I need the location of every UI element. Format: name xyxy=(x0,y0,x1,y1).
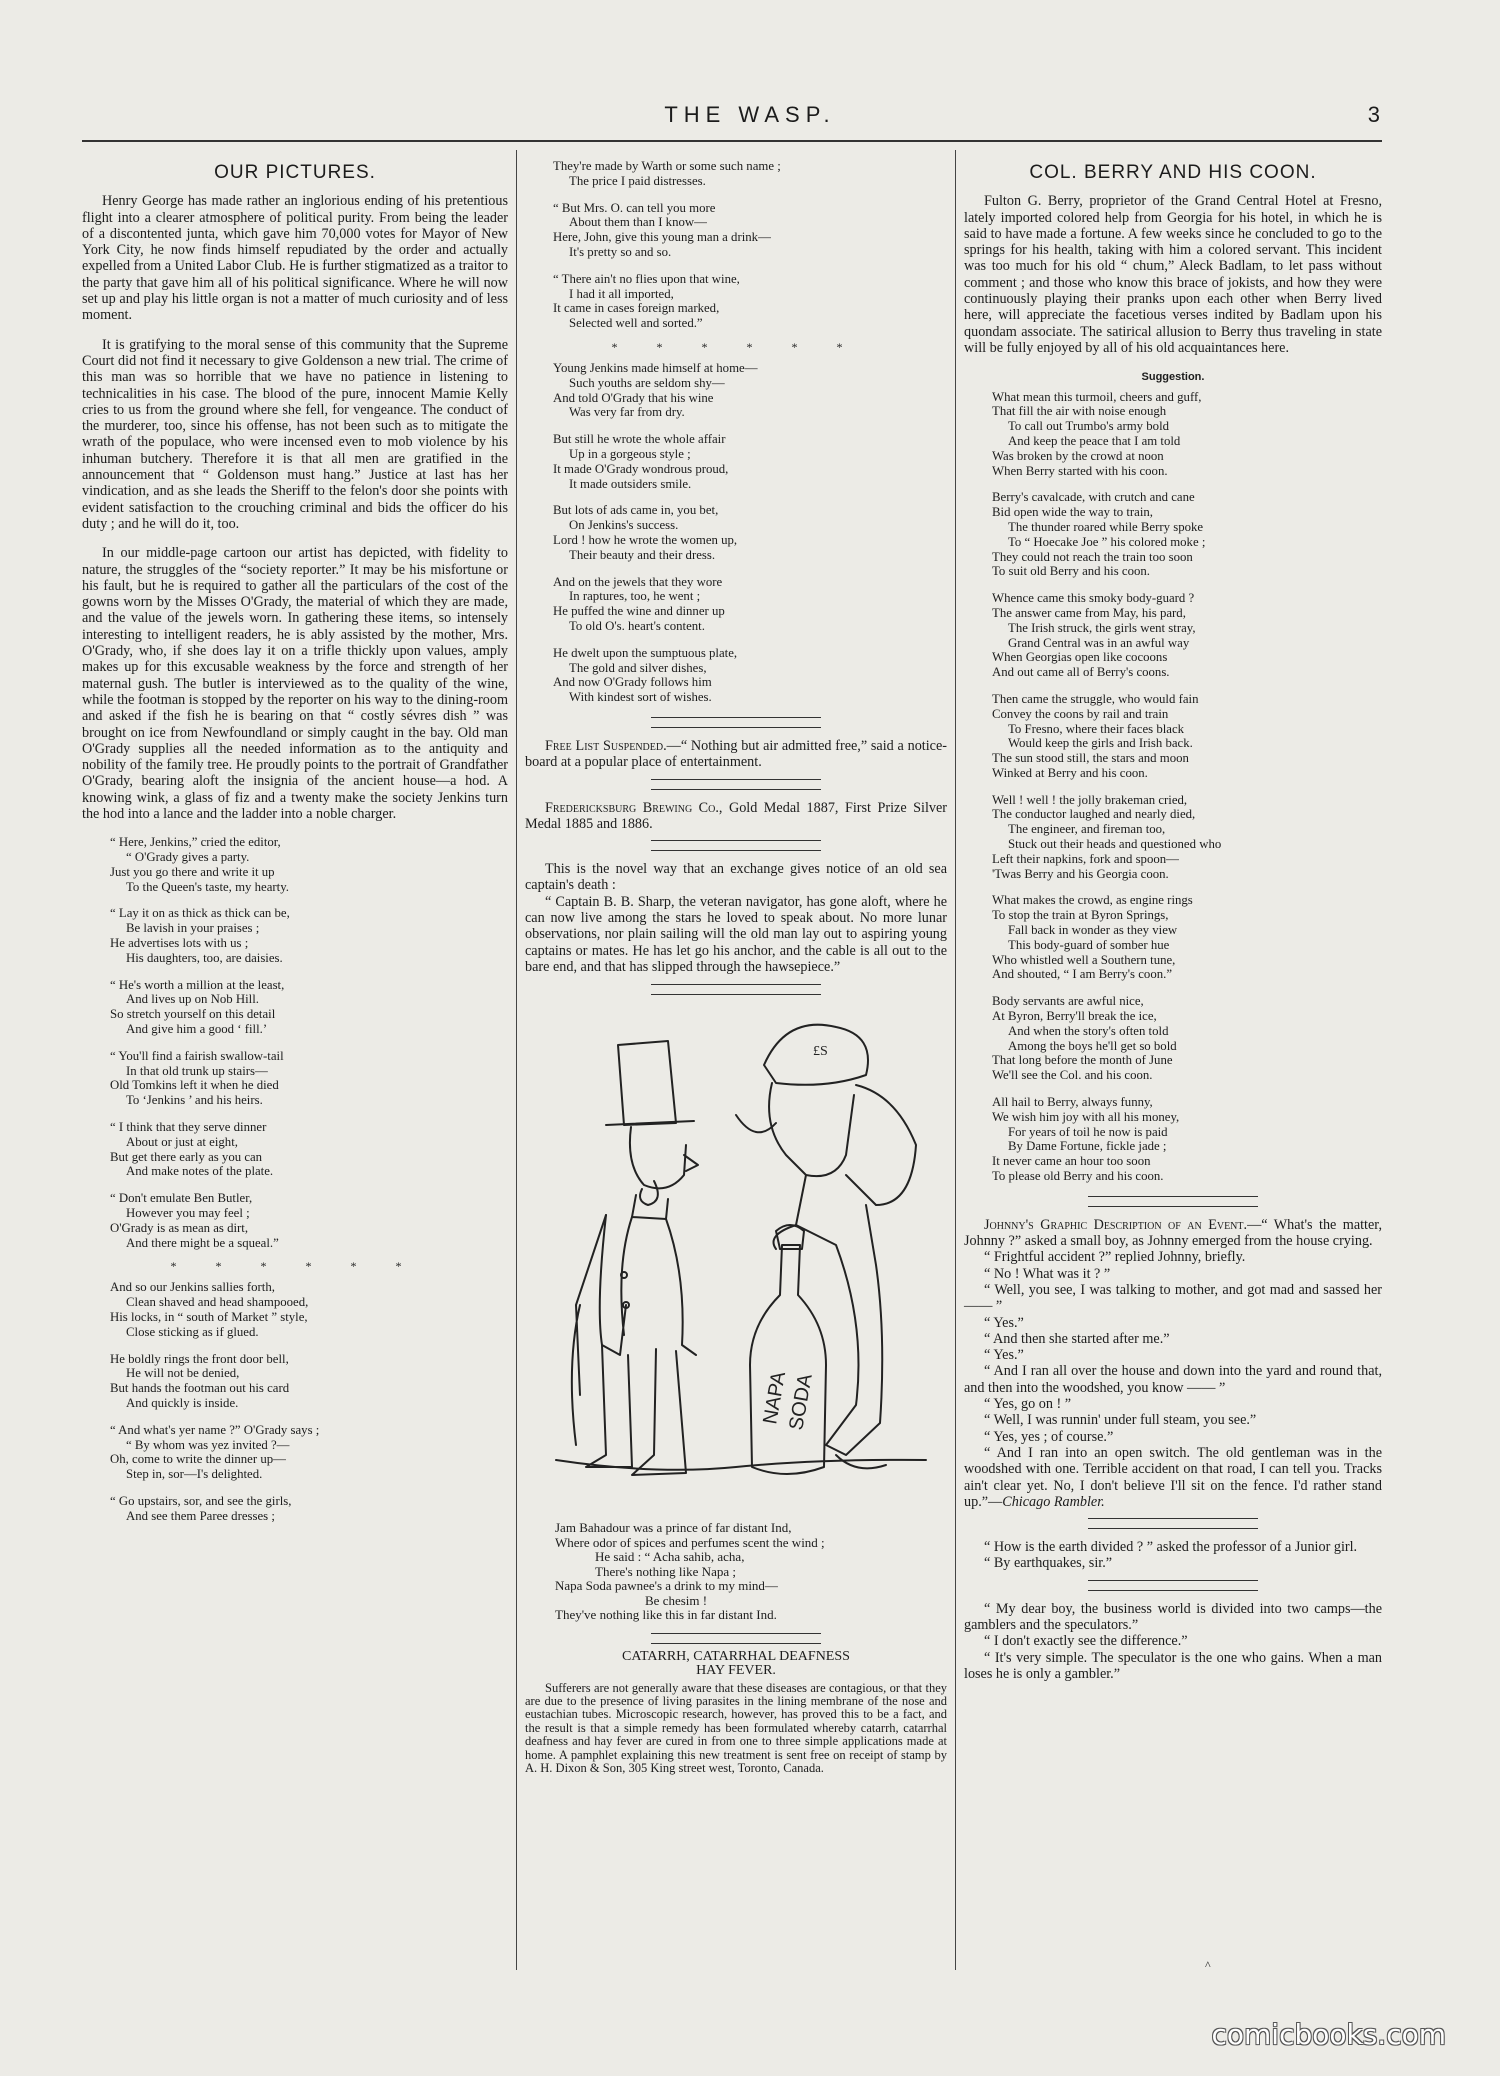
paragraph: Fulton G. Berry, proprietor of the Grand Central Hotel at Fresno, lately imported colored help from Georgia for his hotel, in which he is said to have made a fortune. A few weeks since he concluded to go to the springs for his health, taking with him a colored servant. This incident was too much for his old “ chum,” Aleck Badlam, to let pass without comment ; and those who know this brace of jokists, and how they were continuously playing their pranks upon each other when Berry lived here, will appreciate the facetious verses indited by Badlam upon his quondam associate. The satirical allusion to Berry thus traveling in state will be fully enjoyed by all of his old acquaintances here. xyxy=(964,193,1382,356)
paragraph: “ By earthquakes, sir.” xyxy=(984,1555,1113,1572)
verse-line: And lives up on Nob Hill. xyxy=(126,992,259,1007)
verse-line: The conductor laughed and nearly died, xyxy=(992,807,1196,822)
verse-line: Stuck out their heads and questioned who xyxy=(1008,837,1222,852)
verse-line: I had it all imported, xyxy=(569,286,674,301)
verse-line: Body servants are awful nice, xyxy=(992,994,1144,1009)
caption-line: There's nothing like Napa ; xyxy=(595,1563,736,1579)
verse-line: It made O'Grady wondrous proud, xyxy=(553,461,729,476)
verse-line: Clean shaved and head shampooed, xyxy=(126,1295,309,1310)
stanza xyxy=(992,490,1382,579)
stanza xyxy=(992,390,1382,479)
verse-line: They could not reach the train too soon xyxy=(992,549,1193,564)
napa-soda-cartoon xyxy=(536,1005,936,1515)
verse-line: With kindest sort of wishes. xyxy=(569,690,712,705)
verse-line: That fill the air with noise enough xyxy=(992,404,1167,419)
paragraph: “ I don't exactly see the difference.” xyxy=(984,1633,1188,1650)
verse-line: In that old trunk up stairs— xyxy=(126,1063,268,1078)
page-number: 3 xyxy=(1367,102,1380,127)
paragraph: “ Yes, go on ! ” xyxy=(984,1396,1072,1413)
verse-line: To the Queen's taste, my hearty. xyxy=(126,879,289,894)
column-divider xyxy=(955,150,956,1970)
verse-line: Be lavish in your praises ; xyxy=(126,921,260,936)
stanza xyxy=(553,503,947,562)
double-rule xyxy=(651,1633,821,1644)
verse-line: But still he wrote the whole affair xyxy=(553,432,726,447)
verse-line: And see them Paree dresses ; xyxy=(126,1508,275,1523)
verse-line: But hands the footman out his card xyxy=(110,1381,290,1396)
verse-line: He boldly rings the front door bell, xyxy=(110,1351,289,1366)
verse-line: Grand Central was in an awful way xyxy=(1008,635,1190,650)
paragraph: “ My dear boy, the business world is divided into two camps—the gamblers and the speculators.” xyxy=(964,1600,1382,1634)
verse-line: The thunder roared while Berry spoke xyxy=(1008,519,1204,534)
verse-line: He advertises lots with us ; xyxy=(110,936,249,951)
verse-line: Was broken by the crowd at noon xyxy=(992,448,1164,463)
paragraph: “ Frightful accident ?” replied Johnny, briefly. xyxy=(984,1249,1246,1266)
article-heading: COL. BERRY AND HIS COON. xyxy=(1029,162,1317,183)
verse-line: “ There ain't no flies upon that wine, xyxy=(553,271,740,286)
stanza xyxy=(110,1120,508,1179)
verse-line: And so our Jenkins sallies forth, xyxy=(110,1280,275,1295)
verse-line: But lots of ads came in, you bet, xyxy=(553,503,719,518)
verse-line: “ Go upstairs, sor, and see the girls, xyxy=(110,1493,292,1508)
verse-line: Berry's cavalcade, with crutch and cane xyxy=(992,490,1195,505)
poem-title: Suggestion. xyxy=(1141,371,1205,384)
verse-line: And told O'Grady that his wine xyxy=(553,390,714,405)
cartoon-caption xyxy=(555,1521,947,1623)
verse-line: “ By whom was yez invited ?— xyxy=(126,1437,290,1452)
double-rule xyxy=(651,779,821,790)
verse-line: Up in a gorgeous style ; xyxy=(569,446,691,461)
paragraph: “ Yes, yes ; of course.” xyxy=(984,1428,1114,1445)
stanza xyxy=(992,591,1382,680)
stanza xyxy=(110,835,508,894)
double-rule xyxy=(651,984,821,995)
verse-line: The engineer, and fireman too, xyxy=(1008,822,1166,837)
verse-line: To ‘Jenkins ’ and his heirs. xyxy=(126,1093,263,1108)
paragraph: “ How is the earth divided ? ” asked the professor of a Junior girl. xyxy=(984,1539,1358,1556)
double-rule xyxy=(651,840,821,851)
verse-line: And on the jewels that they wore xyxy=(553,574,723,589)
verse-line: The gold and silver dishes, xyxy=(569,660,707,675)
paragraph: “ And I ran all over the house and down into the yard and round that, and then into the woodshed, you know —— ” xyxy=(964,1363,1382,1396)
verse-line: We'll see the Col. and his coon. xyxy=(992,1068,1153,1083)
stanza xyxy=(553,159,947,189)
stanza xyxy=(110,1280,508,1339)
paragraph: “ Captain B. B. Sharp, the veteran navigator, has gone aloft, where he can now live among the stars he loved to speak about. No more lunar observations, nor plain sailing will the old man lay out to aspiring young captains or mates. He has let go his anchor, and the cable is all out to the bare end, and that has slipped through the hawsepiece.” xyxy=(525,893,947,975)
newspaper-title: THE WASP. xyxy=(664,102,836,127)
verse-line: On Jenkins's success. xyxy=(569,518,679,533)
verse-line: He dwelt upon the sumptuous plate, xyxy=(553,645,738,660)
paragraph: “ Yes.” xyxy=(984,1314,1024,1331)
source-credit: Chicago Rambler. xyxy=(1002,1493,1105,1510)
verse-line: And make notes of the plate. xyxy=(126,1164,274,1179)
stanza xyxy=(553,272,947,331)
column-1 xyxy=(82,155,508,1536)
caption-line: They've nothing like this in far distant Ind. xyxy=(555,1607,777,1623)
double-rule xyxy=(1088,1196,1258,1207)
verse-line: Oh, come to write the dinner up— xyxy=(110,1452,286,1467)
verse-line: “ Lay it on as thick as thick can be, xyxy=(110,906,290,921)
poem xyxy=(82,835,508,1250)
verse-line: To Fresno, where their faces black xyxy=(1008,721,1185,736)
verse-line: Convey the coons by rail and train xyxy=(992,706,1169,721)
stanza xyxy=(110,1049,508,1108)
bottle-label-soda: SODA xyxy=(785,1372,817,1433)
verse-line: “ He's worth a million at the least, xyxy=(110,977,285,992)
paragraph: “ It's very simple. The speculator is the one who gains. When a man loses he is only a gambler.” xyxy=(964,1649,1382,1682)
stanza xyxy=(110,1423,508,1482)
verse-line: The answer came from May, his pard, xyxy=(992,605,1186,620)
stanza xyxy=(110,906,508,965)
verse-line: That long before the month of June xyxy=(992,1053,1173,1068)
double-rule xyxy=(1088,1518,1258,1529)
verse-line: Whence came this smoky body-guard ? xyxy=(992,591,1195,606)
verse-line: When Georgias open like cocoons xyxy=(992,650,1168,665)
verse-line: It's pretty so and so. xyxy=(569,244,672,259)
verse-line: Young Jenkins made himself at home— xyxy=(553,360,758,375)
verse-line: Bid open wide the way to train, xyxy=(992,505,1153,520)
item-text: , Gold Medal 1887, First Prize Silver Medal 1885 and 1886. xyxy=(525,799,947,832)
verse-line: What mean this turmoil, cheers and guff, xyxy=(992,389,1202,404)
masthead xyxy=(0,102,1500,132)
verse-line: To suit old Berry and his coon. xyxy=(992,564,1150,579)
stanza xyxy=(992,793,1382,882)
verse-line: Would keep the girls and Irish back. xyxy=(1008,736,1193,751)
verse-line: This body-guard of somber hue xyxy=(1008,937,1170,952)
paragraph: It is gratifying to the moral sense of this community that the Supreme Court did not find it necessary to give Goldenson a new trial. The crime of this man was so horrible that we have no patience in listening to technicalities in his case. The blood of the pure, innocent Mamie Kelly cries to us from the ground where she fell, for vengeance. The conduct of the murderer, too, since his offense, has not been such as to mitigate the wrath of the populace, who were incensed even to mob violence by his inhuman butchery. Therefore it is that all men are gratified in the announcement that “ Goldenson must hang.” Justice at last has her vindication, and as she leads the Sheriff to the felon's door she points with evident satisfaction to the crouching criminal and bids the officer do his duty ; and he will do it, too. xyxy=(82,336,508,532)
verse-line: The sun stood still, the stars and moon xyxy=(992,751,1189,766)
stanza xyxy=(553,361,947,420)
verse-line: Lord ! how he wrote the women up, xyxy=(553,532,738,547)
verse-line: All hail to Berry, always funny, xyxy=(992,1095,1153,1110)
verse-line: “ I think that they serve dinner xyxy=(110,1120,267,1135)
caption-line: Jam Bahadour was a prince of far distant Ind, xyxy=(555,1520,792,1536)
stars-divider: * * * * * * xyxy=(170,1259,420,1274)
item-text: “ And I ran into an open switch. The old gentleman was in the woodshed with one. Terrible accident on that road, I can tell you. Tracks ain't clear yet. No, I don't believe I'll sit on the fence. I'd rather stand up.”— xyxy=(964,1444,1382,1510)
soda-bottle xyxy=(750,1245,826,1474)
verse-line: By Dame Fortune, fickle jade ; xyxy=(1008,1139,1167,1154)
verse-line: Here, John, give this young man a drink— xyxy=(553,230,771,245)
caption-line: Napa Soda pawnee's a drink to my mind— xyxy=(555,1578,778,1594)
verse-line: To “ Hoecake Joe ” his colored moke ; xyxy=(1008,534,1206,549)
verse-line: Left their napkins, fork and spoon— xyxy=(992,851,1179,866)
double-rule xyxy=(1088,1580,1258,1591)
stanza xyxy=(553,646,947,705)
double-rule xyxy=(651,717,821,728)
verse-line: And when the story's often told xyxy=(1008,1023,1169,1038)
verse-line: O'Grady is as mean as dirt, xyxy=(110,1220,249,1235)
verse-line: “ But Mrs. O. can tell you more xyxy=(553,200,716,215)
verse-line: To stop the train at Byron Springs, xyxy=(992,908,1169,923)
stanza xyxy=(110,1352,508,1411)
stanza xyxy=(553,575,947,634)
top-hat xyxy=(618,1041,676,1125)
poem xyxy=(525,361,947,705)
item-head: Johnny's Graphic Description of an Event. xyxy=(984,1216,1248,1233)
verse-line: It made outsiders smile. xyxy=(569,476,692,491)
stanza xyxy=(992,692,1382,781)
item-head: Free List Suspended. xyxy=(545,737,667,754)
verse-line: In raptures, too, he went ; xyxy=(569,589,701,604)
verse-line: Just you go there and write it up xyxy=(110,864,275,879)
stanza xyxy=(110,1494,508,1524)
verse-line: “ And what's yer name ?” O'Grady says ; xyxy=(110,1422,320,1437)
verse-line: He will not be denied, xyxy=(126,1366,240,1381)
article-heading: OUR PICTURES. xyxy=(214,162,376,183)
item-text: —“ Nothing but air admitted free,” said a notice-board at a popular place of entertainment. xyxy=(525,737,947,771)
column-divider xyxy=(516,150,517,1970)
verse-line: Close sticking as if glued. xyxy=(126,1324,259,1339)
column-2 xyxy=(525,155,947,1776)
verse-line: But get there early as you can xyxy=(110,1149,263,1164)
stanza xyxy=(992,994,1382,1083)
verse-line: Was very far from dry. xyxy=(569,405,685,420)
verse-line: Then came the struggle, who would fain xyxy=(992,691,1199,706)
verse-line: For years of toil he now is paid xyxy=(1008,1124,1168,1139)
verse-line: “ O'Grady gives a party. xyxy=(126,850,250,865)
verse-line: And keep the peace that I am told xyxy=(1008,433,1181,448)
paragraph xyxy=(525,800,947,833)
verse-line: His daughters, too, are daisies. xyxy=(126,950,283,965)
watermark: comicbooks.com xyxy=(1211,2018,1446,2051)
hat-mark: £S xyxy=(813,1044,828,1060)
verse-line: And there might be a squeal.” xyxy=(126,1235,279,1250)
stanza xyxy=(110,978,508,1037)
poem xyxy=(964,390,1382,1184)
verse-line: Fall back in wonder as they view xyxy=(1008,923,1178,938)
verse-line: “ You'll find a fairish swallow-tail xyxy=(110,1048,284,1063)
verse-line: He puffed the wine and dinner up xyxy=(553,604,725,619)
verse-line: His locks, in “ south of Market ” style, xyxy=(110,1310,308,1324)
verse-line: It came in cases foreign marked, xyxy=(553,301,720,316)
verse-line: At Byron, Berry'll break the ice, xyxy=(992,1009,1157,1024)
paragraph: “ And then she started after me.” xyxy=(984,1330,1170,1347)
verse-line: Such youths are seldom shy— xyxy=(569,375,725,390)
caption-line: Where odor of spices and perfumes scent the wind ; xyxy=(555,1534,825,1550)
paragraph: “ Well, I was runnin' under full steam, you see.” xyxy=(984,1412,1257,1429)
column-3 xyxy=(964,155,1382,1682)
verse-line: When Berry started with his coon. xyxy=(992,463,1168,478)
verse-line: The price I paid distresses. xyxy=(569,173,706,188)
paragraph: “ Well, you see, I was talking to mother, and got mad and sassed her —— ” xyxy=(964,1282,1382,1315)
verse-line: And give him a good ‘ fill.’ xyxy=(126,1022,268,1037)
ad-heading-line: CATARRH, CATARRHAL DEAFNESS xyxy=(622,1648,850,1664)
verse-line: To call out Trumbo's army bold xyxy=(1008,419,1170,434)
paragraph: “ No ! What was it ? ” xyxy=(984,1265,1111,1282)
verse-line: Who whistled well a Southern tune, xyxy=(992,952,1176,967)
stanza xyxy=(110,1191,508,1250)
item-text: —“ What's the matter, Johnny ?” asked a small boy, as Johnny emerged from the house crying. xyxy=(964,1216,1382,1250)
verse-line: “ Don't emulate Ben Butler, xyxy=(110,1191,253,1206)
verse-line: Well ! well ! the jolly brakeman cried, xyxy=(992,792,1188,807)
verse-line: 'Twas Berry and his Georgia coon. xyxy=(992,866,1169,881)
paragraph: “ Yes.” xyxy=(984,1347,1024,1364)
advertisement-text: Sufferers are not generally aware that these diseases are contagious, or that they are due to the presence of living parasites in the lining membrane of the nose and eustachian tubes. Microscopic research, however, has proved this to be a fact, and the result is that a simple remedy has been formulated whereby catarrh, catarrhal deafness and hay fever are cured in from one to three simple applications made at home. A pamphlet explaining this new treatment is sent free on receipt of stamp by A. H. Dixon & Son, 305 King street west, Toronto, Canada. xyxy=(525,1680,947,1776)
verse-line: Among the boys he'll get so bold xyxy=(1008,1038,1177,1053)
verse-line: To please old Berry and his coon. xyxy=(992,1169,1164,1184)
bottle-label-napa: NAPA xyxy=(759,1370,791,1427)
verse-line: We wish him joy with all his money, xyxy=(992,1109,1180,1124)
ad-heading-line: HAY FEVER. xyxy=(696,1662,776,1678)
paragraph xyxy=(964,1445,1382,1510)
poem xyxy=(525,159,947,331)
verse-line: About them than I know— xyxy=(569,215,707,230)
paragraph xyxy=(525,738,947,771)
verse-line: And out came all of Berry's coons. xyxy=(992,665,1170,680)
verse-line: Their beauty and their dress. xyxy=(569,547,716,562)
verse-line: About or just at eight, xyxy=(126,1134,238,1149)
verse-line: Step in, sor—I's delighted. xyxy=(126,1467,263,1482)
paragraph: This is the novel way that an exchange gives notice of an old sea captain's death : xyxy=(525,861,947,894)
paragraph: Henry George has made rather an inglorious ending of his pretentious flight into a clearer atmosphere of political purity. From being the leader of a discontented junta, which gave him 70,000 votes for Mayor of New York City, he now finds himself repudiated by the order and actually expelled from a United Labor Club. He is further stigmatized as a traitor to the party that gave him all of his political significance. Where he will now set up and play his little organ is not a matter of much curiosity and of less moment. xyxy=(82,193,508,324)
verse-line: They're made by Warth or some such name ; xyxy=(553,159,781,173)
verse-line: So stretch yourself on this detail xyxy=(110,1007,276,1022)
verse-line: And shouted, “ I am Berry's coon.” xyxy=(992,967,1172,982)
header-rule xyxy=(82,140,1382,142)
verse-line: The Irish struck, the girls went stray, xyxy=(1008,620,1196,635)
verse-line: Winked at Berry and his coon. xyxy=(992,765,1148,780)
verse-line: It never came an hour too soon xyxy=(992,1154,1151,1169)
verse-line: And quickly is inside. xyxy=(126,1395,239,1410)
verse-line: What makes the crowd, as engine rings xyxy=(992,893,1193,908)
item-head: Fredericksburg Brewing Co. xyxy=(545,799,719,816)
stanza xyxy=(992,1095,1382,1184)
caption-line: He said : “ Acha sahib, acha, xyxy=(595,1549,745,1565)
paragraph: In our middle-page cartoon our artist has depicted, with fidelity to nature, the struggles of the “society reporter.” It may be his misfortune or his fault, but he is required to gather all the particulars of the cost of the gowns worn by the Misses O'Grady, the material of which they are made, and the value of the jewels worn. In gathering these items, so intensely interesting to intelligent readers, he is ably assisted by the mother, Mrs. O'Grady, who, if she does lay it on a trifle thickly upon values, amply makes up for this excusable weakness by the force and strength of her maternal gush. The butler is interviewed as to the quality of the wine, while the footman is stopped by the reporter on his way to the dining-room and asked if the fish he is bearing on that “ costly sévres dish ” was brought on ice from Newfoundland or simply caught in the bay. Old man O'Grady supplies all the needed information as to the antiquity and nobility of the family tree. He proudly points to the portrait of Grandfather O'Grady, bearing aloft the insignia of the ancient house—a hod. A knowing wink, a glass of fiz and a twenty make the society Jenkins turn the hod into a lance and the ladder into a noble charger. xyxy=(82,545,508,822)
poem xyxy=(82,1280,508,1523)
stanza xyxy=(992,893,1382,982)
ad-heading xyxy=(525,1650,947,1678)
stanza xyxy=(553,432,947,491)
verse-line: To old O's. heart's content. xyxy=(569,618,705,633)
verse-line: “ Here, Jenkins,” cried the editor, xyxy=(110,835,281,850)
verse-line: And now O'Grady follows him xyxy=(553,675,712,690)
verse-line: Old Tomkins left it when he died xyxy=(110,1078,279,1093)
caret-mark: ^ xyxy=(1205,1958,1211,1972)
paragraph xyxy=(964,1217,1382,1250)
stanza xyxy=(553,201,947,260)
stars-divider: * * * * * * xyxy=(611,339,861,354)
verse-line: Selected well and sorted.” xyxy=(569,316,703,331)
verse-line: However you may feel ; xyxy=(126,1206,250,1221)
caption-line: Be chesim ! xyxy=(645,1592,708,1608)
